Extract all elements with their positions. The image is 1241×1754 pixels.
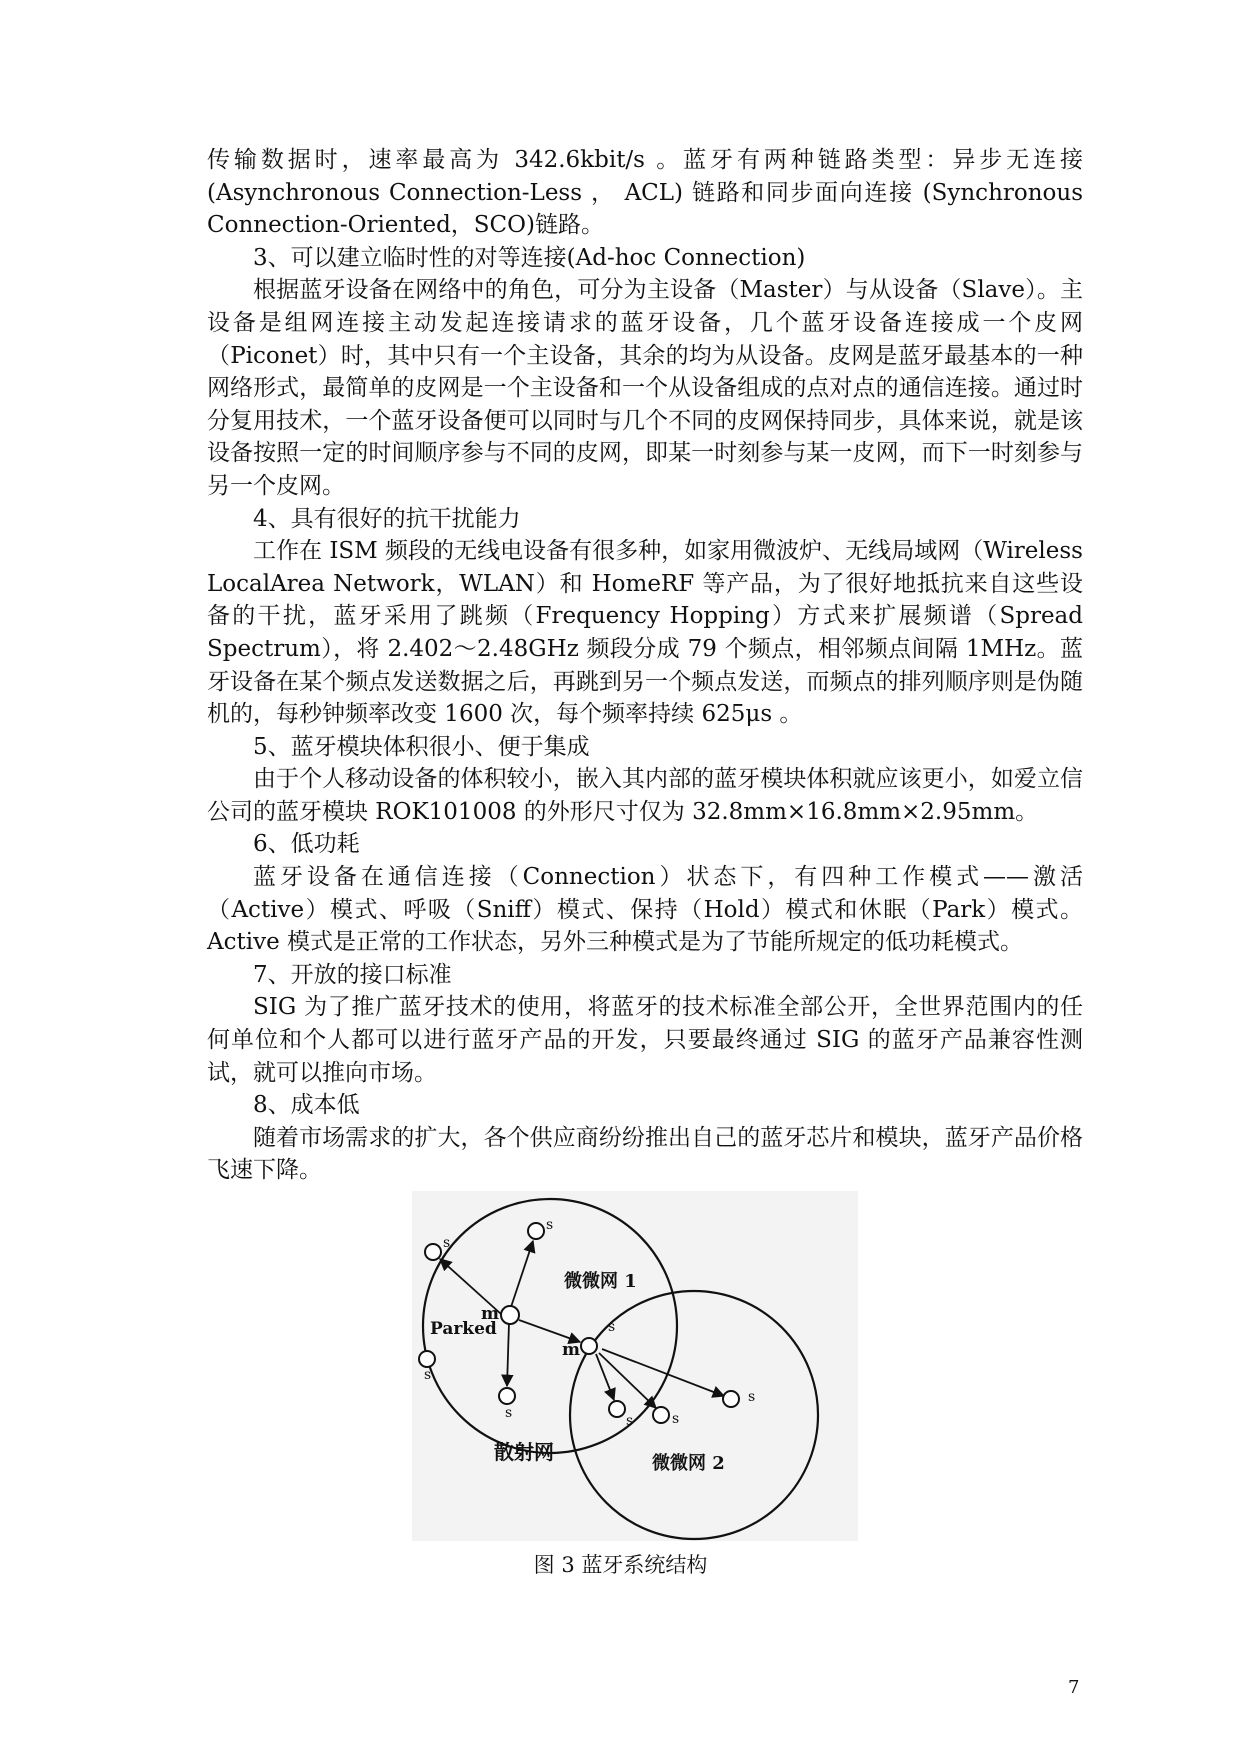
section-heading-3: 3、可以建立临时性的对等连接(Ad-hoc Connection)	[253, 244, 806, 271]
slave-label: s	[608, 1319, 616, 1335]
parked-node	[419, 1351, 435, 1367]
slave-label: s	[443, 1235, 451, 1251]
link-arrow	[596, 1354, 614, 1400]
slave-node	[499, 1388, 515, 1404]
scatternet-diagram	[412, 1191, 858, 1541]
slave-label: s	[748, 1389, 756, 1405]
bluetooth-network-figure	[412, 1191, 858, 1541]
section-heading-7: 7、开放的接口标准	[253, 961, 452, 988]
slave-label: s	[546, 1217, 554, 1233]
paragraph: 由于个人移动设备的体积较小，嵌入其内部的蓝牙模块体积就应该更小，如爱立信公司的蓝牙模块 ROK101008 的外形尺寸仅为 32.8mm×16.8mm×2.95mm。	[207, 766, 1083, 825]
parked-label: Parked	[430, 1319, 497, 1339]
master-label: m	[481, 1304, 499, 1324]
master-node-1	[501, 1306, 519, 1324]
paragraph: 根据蓝牙设备在网络中的角色，可分为主设备（Master）与从设备（Slave）。主设备是组网连接主动发起连接请求的蓝牙设备，几个蓝牙设备连接成一个皮网（Piconet）时，其中只有一个主设备，其余的均为从设备。皮网是蓝牙最基本的一种网络形式，最简单的皮网是一个主设备和一个从设备组成的点对点的通信连接。通过时分复用技术，一个蓝牙设备便可以同时与几个不同的皮网保持同步，具体来说，就是该设备按照一定的时间顺序参与不同的皮网，即某一时刻参与某一皮网，而下一时刻参与另一个皮网。	[207, 277, 1083, 499]
master-label: m	[562, 1340, 580, 1360]
section-heading-8: 8、成本低	[253, 1092, 360, 1119]
scatternet-label: 散射网	[494, 1440, 554, 1464]
slave-node	[528, 1223, 544, 1239]
slave-label: s	[505, 1405, 513, 1421]
page-number: 7	[1068, 1677, 1080, 1698]
link-arrow	[511, 1241, 533, 1307]
paragraph: 工作在 ISM 频段的无线电设备有很多种，如家用微波炉、无线局域网（Wireless LocalArea Network，WLAN）和 HomeRF 等产品，为了很好地抵抗来自这些设备的干扰，蓝牙采用了跳频（Frequency Hopping）方式来扩展频谱（Spread Spectrum），将 2.402～2.48GHz 频段分成 79 个频点，相邻频点间隔 1MHz。蓝牙设备在某个频点发送数据之后，再跳到另一个频点发送，而频点的排列顺序则是伪随机的，每秒钟频率改变 1600 次，每个频率持续 625μs 。	[207, 538, 1083, 728]
slave-node	[723, 1391, 739, 1407]
slave-label: s	[424, 1367, 432, 1383]
piconet-2-label: 微微网 2	[652, 1453, 725, 1474]
section-heading-6: 6、低功耗	[253, 831, 360, 858]
section-heading-4: 4、具有很好的抗干扰能力	[253, 505, 521, 532]
piconet-1-label: 微微网 1	[564, 1271, 637, 1292]
slave-label: s	[672, 1411, 680, 1427]
slave-label: s	[626, 1413, 634, 1429]
section-heading-5: 5、蓝牙模块体积很小、便于集成	[253, 733, 590, 760]
paragraph-continued: 传输数据时，速率最高为 342.6kbit/s 。蓝牙有两种链路类型：异步无连接(Asynchronous Connection-Less ， ACL) 链路和同步面向连接 (Synchronous Connection-Oriented，SCO)链路。	[207, 147, 1083, 239]
link-arrow	[599, 1353, 656, 1408]
body-text	[207, 144, 1083, 1187]
master-node-2	[581, 1338, 597, 1354]
slave-node	[653, 1407, 669, 1423]
link-arrow	[507, 1323, 509, 1386]
link-arrow	[519, 1320, 580, 1342]
slave-node	[609, 1401, 625, 1417]
paragraph: SIG 为了推广蓝牙技术的使用，将蓝牙的技术标准全部公开，全世界范围内的任何单位和个人都可以进行蓝牙产品的开发，只要最终通过 SIG 的蓝牙产品兼容性测试，就可以推向市场。	[207, 994, 1083, 1086]
paragraph: 随着市场需求的扩大，各个供应商纷纷推出自己的蓝牙芯片和模块，蓝牙产品价格飞速下降。	[207, 1124, 1083, 1184]
paragraph: 蓝牙设备在通信连接（Connection）状态下，有四种工作模式——激活（Active）模式、呼吸（Sniff）模式、保持（Hold）模式和休眠（Park）模式。Active 模式是正常的工作状态，另外三种模式是为了节能所规定的低功耗模式。	[207, 864, 1083, 956]
figure-caption: 图 3 蓝牙系统结构	[533, 1553, 708, 1577]
slave-node	[425, 1244, 441, 1260]
